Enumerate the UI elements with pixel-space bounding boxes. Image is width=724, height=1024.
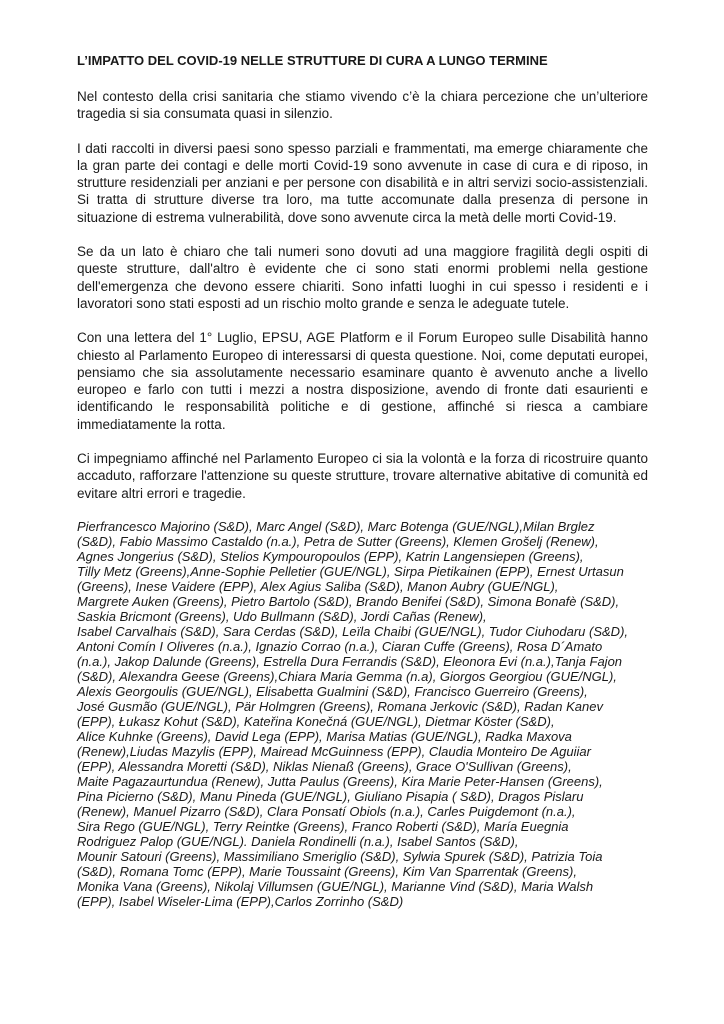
signatory-line: (Renew), Manuel Pizarro (S&D), Clara Ponsatí Obiols (n.a.), Carles Puigdemont (n.a.), xyxy=(77,803,576,819)
signatory-line: Pierfrancesco Majorino (S&D), Marc Angel (S&D), Marc Botenga (GUE/NGL),Milan Brglez xyxy=(77,518,595,534)
paragraph: Con una lettera del 1° Luglio, EPSU, AGE Platform e il Forum Europeo sulle Disabilità hanno chiesto al Parlamento Europeo di interessarsi di questa questione. Noi, come deputati europei, pensiamo che sia assolutamente necessario esaminare quanto è avvenuto anche a livello europeo e farlo con tutti i mezzi a nostra disposizione, avendo di fronte dati esaurienti e identificando le responsabilità politiche e di gestione, affinché si riesca a cambiare immediatamente la rotta. xyxy=(77,330,648,432)
signatory-line: Mounir Satouri (Greens), Massimiliano Smeriglio (S&D), Sylwia Spurek (S&D), Patrizia Toia xyxy=(77,848,603,864)
signatory-line: (n.a.), Jakop Dalunde (Greens), Estrella Dura Ferrandis (S&D), Eleonora Evi (n.a.),Tanja Fajon xyxy=(77,653,623,669)
signatory-line: Alice Kuhnke (Greens), David Lega (EPP), Marisa Matias (GUE/NGL), Radka Maxova xyxy=(77,728,572,744)
signatory-line: Monika Vana (Greens), Nikolaj Villumsen (GUE/NGL), Marianne Vind (S&D), Maria Walsh xyxy=(77,878,594,894)
signatory-line: Pina Picierno (S&D), Manu Pineda (GUE/NGL), Giuliano Pisapia ( S&D), Dragos Pislaru xyxy=(77,788,584,804)
document-body xyxy=(77,88,648,502)
signatory-line: Antoni Comín I Oliveres (n.a.), Ignazio Corrao (n.a.), Ciaran Cuffe (Greens), Rosa D´Amato xyxy=(77,638,603,654)
signatory-line: (Greens), Inese Vaidere (EPP), Alex Agius Saliba (S&D), Manon Aubry (GUE/NGL), xyxy=(77,578,559,594)
signatory-line: Agnes Jongerius (S&D), Stelios Kympouropoulos (EPP), Katrin Langensiepen (Greens), xyxy=(77,548,584,564)
signatory-line: Margrete Auken (Greens), Pietro Bartolo (S&D), Brando Benifei (S&D), Simona Bonafè (S&D), xyxy=(77,593,620,609)
signatory-line: (EPP), Alessandra Moretti (S&D), Niklas Nienaß (Greens), Grace O'Sullivan (Greens), xyxy=(77,758,572,774)
signatory-line: Isabel Carvalhais (S&D), Sara Cerdas (S&D), Leïla Chaibi (GUE/NGL), Tudor Ciuhodaru (S&D), xyxy=(77,623,629,639)
paragraph: Ci impegniamo affinché nel Parlamento Europeo ci sia la volontà e la forza di ricostruire quanto accaduto, rafforzare l'attenzione su queste strutture, trovare alternative abitative di comunità ed evitare altri errori e tragedie. xyxy=(77,451,648,501)
signatory-line: (Renew),Liudas Mazylis (EPP), Mairead McGuinness (EPP), Claudia Monteiro De Aguiiar xyxy=(77,743,591,759)
signatory-line: (S&D), Alexandra Geese (Greens),Chiara Maria Gemma (n.a), Giorgos Georgiou (GUE/NGL), xyxy=(77,668,617,684)
signatory-line: (S&D), Romana Tomc (EPP), Marie Toussaint (Greens), Kim Van Sparrentak (Greens), xyxy=(77,863,577,879)
paragraph: Nel contesto della crisi sanitaria che stiamo vivendo c’è la chiara percezione che un’ulteriore tragedia si sia consumata quasi in silenzio. xyxy=(77,89,648,122)
document-title: L’IMPATTO DEL COVID-19 NELLE STRUTTURE DI CURA A LUNGO TERMINE xyxy=(77,53,548,68)
signatory-line: Tilly Metz (Greens),Anne-Sophie Pelletier (GUE/NGL), Sirpa Pietikainen (EPP), Ernest Urtasun xyxy=(77,563,624,579)
signatory-line: (S&D), Fabio Massimo Castaldo (n.a.), Petra de Sutter (Greens), Klemen Grošelj (Renew), xyxy=(77,533,599,549)
signatory-line: (EPP), Isabel Wiseler-Lima (EPP),Carlos Zorrinho (S&D) xyxy=(77,893,404,909)
signatory-line: Alexis Georgoulis (GUE/NGL), Elisabetta Gualmini (S&D), Francisco Guerreiro (Greens), xyxy=(77,683,588,699)
signatory-line: Maite Pagazaurtundua (Renew), Jutta Paulus (Greens), Kira Marie Peter-Hansen (Greens), xyxy=(77,773,603,789)
signatory-line: Rodriguez Palop (GUE/NGL). Daniela Rondinelli (n.a.), Isabel Santos (S&D), xyxy=(77,833,519,849)
signatory-line: Sira Rego (GUE/NGL), Terry Reintke (Greens), Franco Roberti (S&D), María Euegnia xyxy=(77,818,569,834)
paragraph: Se da un lato è chiaro che tali numeri sono dovuti ad una maggiore fragilità degli ospiti di queste strutture, dall'altro è evidente che ci sono stati enormi problemi nella gestione dell'emergenza che devono essere chiariti. Sono infatti luoghi in cui spesso i residenti e i lavoratori sono stati esposti ad un rischio molto grande e senza le adeguate tutele. xyxy=(77,244,648,311)
signatory-line: Saskia Bricmont (Greens), Udo Bullmann (S&D), Jordi Cañas (Renew), xyxy=(77,608,487,624)
signatory-line: (EPP), Łukasz Kohut (S&D), Kateřina Konečná (GUE/NGL), Dietmar Köster (S&D), xyxy=(77,713,555,729)
paragraph: I dati raccolti in diversi paesi sono spesso parziali e frammentati, ma emerge chiaramente che la gran parte dei contagi e delle morti Covid-19 sono avvenute in case di cura e di riposo, in strutture residenziali per anziani e per persone con disabilità e in altri servizi socio-assistenziali. Si tratta di strutture diverse tra loro, ma tutte accomunate dalla presenza di persone in situazione di estrema vulnerabilità, dove sono avvenute circa la metà delle morti Covid-19. xyxy=(77,140,648,225)
signatories-block xyxy=(77,519,648,909)
signatory-line: José Gusmão (GUE/NGL), Pär Holmgren (Greens), Romana Jerkovic (S&D), Radan Kanev xyxy=(77,698,603,714)
